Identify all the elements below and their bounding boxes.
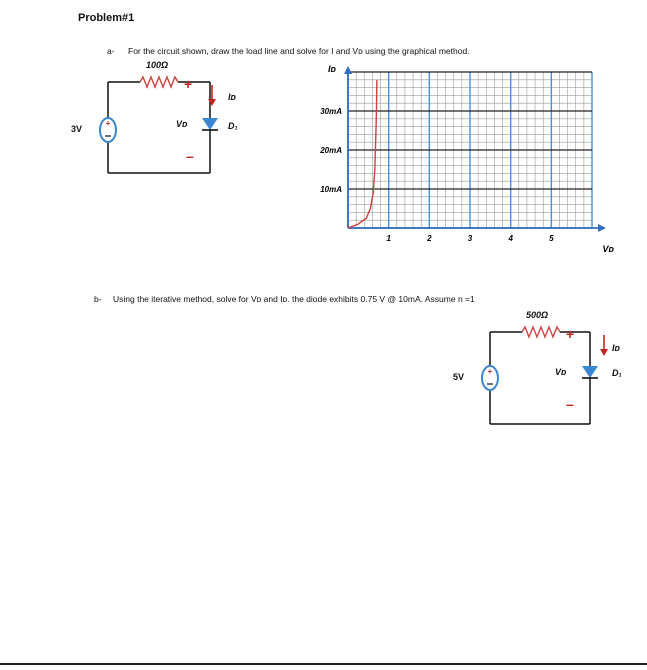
chart-y-ticks (319, 107, 342, 194)
diode-symbol (582, 366, 598, 378)
circuit-b (440, 308, 620, 433)
part-b-question: Using the iterative method, solve for Vᴅ and Iᴅ. the diode exhibits 0.75 V @ 10mA. Assume n =1 (113, 294, 475, 304)
chart-x-tick-label: 4 (508, 234, 513, 243)
resistor-value: 100Ω (146, 60, 169, 70)
chart-y-tick-label: 10mA (320, 185, 342, 194)
diode-symbol (202, 118, 218, 130)
current-label: Iᴅ (612, 343, 620, 353)
voltage-label: Vᴅ (176, 119, 188, 129)
source-plus-sign: + (487, 367, 493, 376)
source-plus-sign: + (105, 119, 111, 128)
current-label: Iᴅ (228, 92, 236, 102)
part-a-question: For the circuit shown, draw the load line and solve for I and Vᴅ using the graphical method. (128, 46, 470, 56)
resistor-symbol (522, 327, 560, 337)
voltage-label: Vᴅ (555, 367, 567, 377)
chart-y-axis-arrow-icon (344, 66, 352, 74)
chart-x-axis-label: Vᴅ (602, 244, 614, 254)
chart-x-tick-label: 1 (386, 234, 391, 243)
diode-label: D₁ (228, 121, 238, 131)
plus-terminal: + (184, 76, 193, 92)
source-value: 3V (71, 124, 83, 134)
problem-heading: Problem#1 (78, 12, 135, 24)
chart-y-tick-label: 20mA (320, 146, 342, 155)
iv-chart (280, 58, 620, 260)
part-a-label: a- (107, 46, 115, 56)
part-b-label: b- (94, 294, 102, 304)
resistor-value: 500Ω (526, 310, 549, 320)
chart-x-tick-label: 5 (549, 234, 554, 243)
chart-x-tick-label: 3 (467, 234, 473, 243)
diode-label: D₁ (612, 368, 622, 378)
minus-terminal: – (566, 396, 574, 412)
chart-x-axis-arrow-icon (598, 224, 606, 232)
chart-x-ticks (386, 234, 554, 243)
chart-y-tick-label: 30mA (320, 107, 342, 116)
minus-terminal: – (186, 148, 194, 164)
circuit-a (60, 60, 240, 180)
resistor-symbol (140, 77, 178, 87)
current-arrow-icon (600, 349, 608, 356)
current-arrow-icon (208, 99, 216, 106)
chart-x-tick-label: 2 (427, 234, 432, 243)
source-value: 5V (453, 372, 465, 382)
page-bottom-rule (0, 663, 647, 665)
chart-y-axis-label: Iᴅ (328, 64, 336, 74)
plus-terminal: + (566, 326, 575, 342)
